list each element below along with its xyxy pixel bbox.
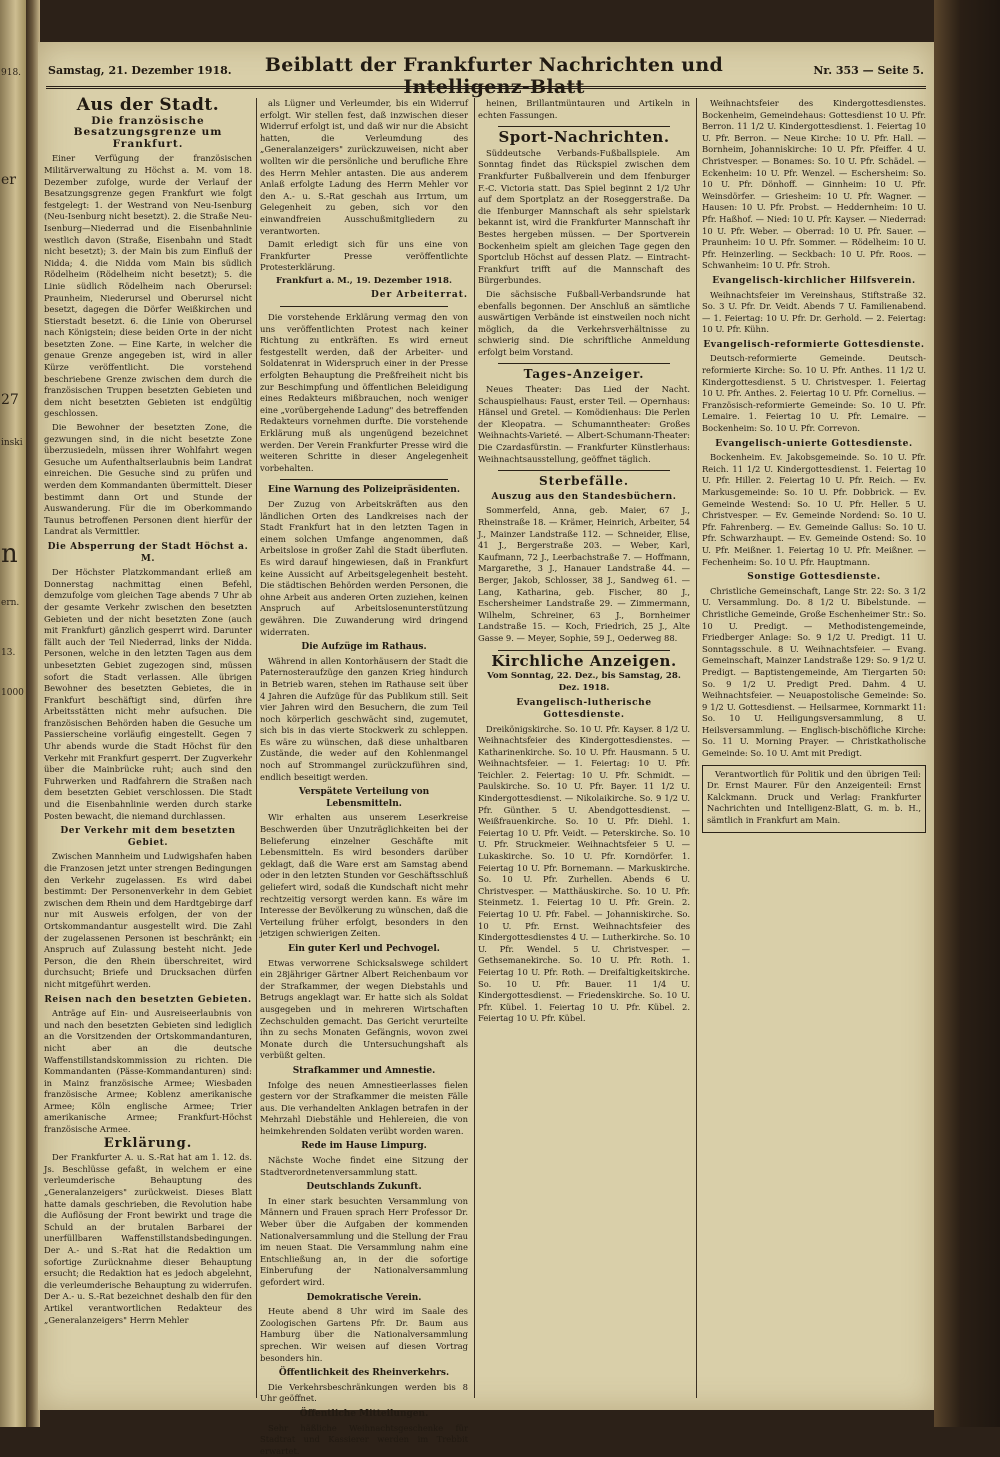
column-2: [260, 98, 468, 1456]
divider: [498, 470, 670, 471]
left-fragment: 13.: [1, 648, 16, 658]
newspaper-title: Beiblatt der Frankfurter Nachrichten und Intelligenz-Blatt: [264, 54, 724, 98]
section-subtitle: Evangelisch-reformierte Gottesdienste.: [703, 339, 925, 350]
article-body: Wir erhalten aus unserem Leserkreise Beschwerden über Unzuträglichkeiten bei der Belieferung einzelner Geschäfte mit Lebensmitteln. Es wird besonders darüber geklagt, daß die Ware erst am Samstag abend oder in den letzten Stunden vor Geschäftsschluß geliefert wird, sodaß die Kundschaft nicht mehr rechtzeitig versorgt werden kann. Es wäre im Interesse der Bevölkerung zu wünschen, daß die Verteilung früher erfolgt, besonders in den jetzigen schwierigen Zeiten.: [260, 812, 468, 939]
section-title: Tages-Anzeiger.: [523, 367, 645, 382]
divider: [280, 479, 448, 480]
article-title: Demokratische Verein.: [306, 1292, 422, 1303]
article-body: Sehr häßliche Weihnachtsgeschenke für Stadtrat und Kassierer werden im Trebbit erwartet.: [260, 1422, 468, 1456]
signature: Der Arbeiterrat.: [370, 289, 468, 300]
article-body: Etwas verworrene Schicksalswege schildert ein 28jähriger Gärtner Albert Reichenbaum vor der Strafkammer, der wegen Diebstahls und Betrugs angeklagt war. Er hatte sich als Soldat ausgegeben und in mehreren Wirtschaften Zechschulden gemacht. Das Gericht verurteilte ihn zu sechs Monaten Gefängnis, wovon zwei Monate durch die Untersuchungshaft als verbüßt gelten.: [260, 957, 468, 1061]
divider: [498, 363, 670, 364]
issue-date: Samstag, 21. Dezember 1918.: [48, 64, 232, 77]
article-body: Zwischen Mannheim und Ludwigshafen haben die Franzosen jetzt unter strengen Bedingungen den Verkehr zugelassen. Es wird dabei bestimmt: Der Personenverkehr in dem Gebiet zwischen dem Rhein und dem Hardtgebirge darf nur mit Ausweis erfolgen, der von der Ortskommandantur ausgestellt wird. Die Zahl der zugelassenen Personen ist beschränkt; ein Anspruch auf Zulassung besteht nicht. Jede Person, die den Rhein überschreitet, wird durchsucht; Briefe und Drucksachen dürfen nicht mitgeführt werden.: [44, 851, 252, 989]
article-body: Anträge auf Ein- und Ausreiseerlaubnis von und nach den besetzten Gebieten sind lediglich an die Vorsitzenden der Ortskommandanturen, nicht aber an die deutsche Waffenstillstandskommission zu richten. Die Kommandanten (Pässe-Kommandanturen) sind: in Mainz französische Armee; Wiesbaden französische Armee; Koblenz amerikanische Armee; Köln englische Armee; Trier amerikanische Armee; Frankfurt-Höchst französische Armee.: [44, 1008, 252, 1135]
article-title: Eine Warnung des Polizeipräsidenten.: [268, 485, 460, 496]
article-body: Die Bewohner der besetzten Zone, die gezwungen sind, in die nicht besetzte Zone überzusiedeln, müssen ihrer Wohlfahrt wegen Gesuche um Aufenthaltserlaubnis beim Landrat einreichen. Die Gesuche sind zu prüfen und werden dem Kommandanten übermittelt. Dieser bestimmt dann Ort und Stunde der Auswanderung. Für die im Oberkommando Taunus betroffenen Personen dient hierfür der Landrat als Vermittler.: [44, 422, 252, 537]
column-rule: [256, 98, 257, 1398]
left-fragment: 27: [1, 392, 19, 408]
column-4: [702, 98, 926, 1398]
article-body: Der Höchster Platzkommandant erließ am Donnerstag nachmittag einen Befehl, demzufolge vom gleichen Tage abends 7 Uhr ab der gesamte Verkehr zwischen den besetzten Gebieten und der nicht besetzten Zone (auch mit Frankfurt) gänzlich gesperrt wird. Darunter fällt auch der Teil Niederrad, links der Nidda. Personen, welche in den letzten Tagen aus dem unbesetzten Gebiet zugezogen sind, müssen sofort die Stadt verlassen. Alle übrigen Bewohner des besetzten Gebietes, die in Frankfurt beschäftigt sind, dürfen ihre Arbeitsstätten nicht mehr aufsuchen. Die französischen Behörden haben die Gesuche um Passierscheine vorläufig eingestellt. Gegen 7 Uhr abends wurde die Stadt Höchst für den Verkehr mit Frankfurt gesperrt. Der Zugverkehr über die Mainbrücke ruht; auch sind den Fuhrwerken und Radfahrern die Straßen nach dem besetzten Gebiet verschlossen. Die Stadt und die Eisenbahnlinie werden durch starke Posten bewacht, die niemand durchlassen.: [44, 567, 252, 821]
article-body: Süddeutsche Verbands-Fußballspiele. Am Sonntag findet das Rückspiel zwischen dem Frankfurter Fußballverein und dem Ifenburger F.-C. Victoria statt. Das Spiel beginnt 2 1/2 Uhr auf dem Sportplatz an der Roseggerstraße. Da die Ifenburger Mannschaft als sehr spielstark bekannt ist, wird die Frankfurter Mannschaft ihr Bestes hergeben müssen. — Der Sportverein Bockenheim spielt am gleichen Tage gegen den Sportclub Höchst auf dessen Platz. — Eintracht-Frankfurt trifft auf die Mannschaft des Bürgerbundes.: [478, 147, 690, 286]
article-body: Bockenheim. Ev. Jakobsgemeinde. So. 10 U. Pfr. Reich. 11 1/2 U. Kindergottesdienst. 1. Feiertag 10 U. Pfr. Hiller. 2. Feiertag 10 U. Pfr. Reich. — Ev. Markusgemeinde: So. 10 U. Pfr. Dobbrick. — Ev. Gemeinde Westend: So. 10 U. Pfr. Heller. 5 U. Christvesper. — Ev. Gemeinde Nordend: So. 10 U. Pfr. Fahrenberg. — Ev. Gemeinde Gallus: So. 10 U. Pfr. Schwarzhaupt. — Ev. Gemeinde Ostend: So. 10 U. Pfr. Meißner. 1. Feiertag 10 U. Pfr. Meißner. — Fechenheim: So. 10 U. Pfr. Hauptmann.: [702, 452, 926, 567]
article-title: Der Verkehr mit dem besetzten Gebiet.: [60, 826, 236, 848]
article-body: Weihnachtsfeier des Kindergottesdienstes. Bockenheim, Gemeindehaus: Gottesdienst 10 U. Pfr. Berron. 11 1/2 U. Kindergottesdienst. 1. Feiertag 10 U. Pfr. Berron. — Neue Kirche: 10 U. Pfr. Hall. — Bornheim, Johanniskirche: 10 U. Pfr. Pfeiffer. 4 U. Christvesper. — Bonames: So. 10 U. Pfr. Schädel. — Eckenheim: 10 U. Pfr. Wenzel. — Eschersheim: So. 10 U. Pfr. Dönhoff. — Ginnheim: 10 U. Pfr. Weinsdörfer. — Griesheim: 10 U. Pfr. Wagner. — Hausen: 10 U. Pfr. Probst. — Heddernheim: 10 U. Pfr. Haßhof. — Nied: 10 U. Pfr. Kayser. — Niederrad: 10 U. Pfr. Weber. — Oberrad: 10 U. Pfr. Sauer. — Praunheim: 10 U. Pfr. Sommer. — Rödelheim: 10 U. Pfr. Heinzerling. — Seckbach: 10 U. Pfr. Roos. — Schwanheim: 10 U. Pfr. Stroh.: [702, 98, 926, 271]
article-body: Der Zuzug von Arbeitskräften aus den ländlichen Orten des Landkreises nach der Stadt Frankfurt hat in den letzten Tagen in einem solchen Umfange angenommen, daß Arbeitslose in großer Zahl die Stadt überfluten. Es wird darauf hingewiesen, daß in Frankfurt keine Aussicht auf Arbeitsgelegenheit besteht. Die städtischen Behörden werden Personen, die ohne Arbeit aus anderen Orten zuziehen, keinen Anspruch auf Arbeitslosenunterstützung gewähren. Die Zuwanderung wird dringend widerraten.: [260, 499, 468, 637]
left-fragment: inski: [1, 438, 23, 448]
divider: [280, 306, 448, 307]
article-body: Weihnachtsfeier im Vereinshaus, Stiftstraße 32. So. 3 U. Pfr. Dr. Veidt. Abends 7 U. Familienabend. — 1. Feiertag: 10 U. Pfr. Dr. Gerhold. — 2. Feiertag: 10 U. Pfr. Kühn.: [702, 289, 926, 335]
article-title: Strafkammer und Amnestie.: [292, 1065, 436, 1076]
article-body: Während in allen Kontorhäusern der Stadt die Paternosteraufzüge den ganzen Krieg hindurch in Betrieb waren, stehen im Rathause seit über 4 Jahren die Aufzüge für das Publikum still. Seit vier Jahren wird den Besuchern, die zum Teil noch körperlich geschwächt sind, zugemutet, sich bis in das vierte Stockwerk zu schleppen. Es wäre zu wünschen, daß diese unhaltbaren Zustände, die weder auf den Kohlenmangel noch auf Strommangel zurückzuführen sind, endlich beseitigt werden.: [260, 655, 468, 782]
article-body: Deutsch-reformierte Gemeinde. Deutsch-reformierte Kirche: So. 10 U. Pfr. Anthes. 11 1/2 U. Kindergottesdienst. 5 U. Christvesper. 1. Feiertag 10 U. Pfr. Anthes. 2. Feiertag 10 U. Pfr. Cornelius. — Französisch-reformierte Gemeinde: So. 10 U. Pfr. Lemaire. 1. Feiertag 10 U. Pfr. Lemaire. — Bockenheim: So. 10 U. Pfr. Correvon.: [702, 353, 926, 434]
left-fragment: ern.: [1, 598, 20, 608]
left-fragment: er: [1, 172, 16, 188]
imprint-box: [702, 765, 926, 833]
section-subtitle: Evangelisch-kirchlicher Hilfsverein.: [712, 275, 916, 286]
column-3: [478, 98, 690, 1398]
dateline: Frankfurt a. M., 19. Dezember 1918.: [276, 275, 452, 286]
left-fragment: 1000: [1, 688, 24, 698]
article-body: Neues Theater: Das Lied der Nacht. Schauspielhaus: Faust, erster Teil. — Opernhaus: Hänsel und Gretel. — Komödienhaus: Die Perlen der Kleopatra. — Schumanntheater: Großes Weihnachts-Varieté. — Albert-Schumann-Theater: Die Czardasfürstin. — Frankfurter Künstlerhaus: Weihnachtsausstellung, geöffnet täglich.: [478, 384, 690, 464]
article-title: Erklärung.: [103, 1135, 193, 1151]
section-title: Sterbefälle.: [538, 474, 630, 489]
adjacent-page-edge: [0, 0, 26, 1427]
article-title: Rede im Hause Limpurg.: [301, 1141, 427, 1152]
article-title: Öffentlichkeit des Rheinverkehrs.: [278, 1368, 450, 1379]
section-title: Sport-Nachrichten.: [498, 128, 670, 147]
page-number: Nr. 353 — Seite 5.: [813, 64, 924, 77]
column-1: [44, 95, 252, 1398]
section-subtitle: Sonstige Gottesdienste.: [747, 572, 881, 583]
masthead: [46, 52, 926, 98]
divider: [498, 650, 670, 651]
article-body: Einer Verfügung der französischen Militärverwaltung zu Höchst a. M. vom 18. Dezember zufolge, wurde der Verlauf der Besatzungsgrenze gegen Frankfurt wie folgt festgelegt: 1. der Westrand von Neu-Isenburg (Neu-Isenburg nicht besetzt). 2. die Straße Neu-Isenburg—Niederrad und die Eisenbahnlinie westlich davon (Straße, Eisenbahn und Stadt nicht besetzt); 3. der Main bis zum Einfluß der Nidda; 4. die Nidda vom Main bis südlich Rödelheim (Rödelheim nicht besetzt); 5. die Linie südlich Rödelheim nach Oberursel: Praunheim, Niederursel und Oberursel nicht besetzt, dagegen die Dörfer Weißkirchen und Stierstadt besetzt. 6. die Linie von Oberursel nach Königstein; diese beiden Orte in der nicht besetzten Zone. — Eine Karte, in welcher die genaue Grenze angegeben ist, wird in aller Kürze veröffentlicht. Die vorstehend beschriebene Grenze zwischen dem durch die französischen Truppen besetzten Gebieten und dem nicht besetzten Gebieten ist endgültig geschlossen.: [44, 153, 252, 419]
left-fragment: n: [1, 539, 18, 569]
section-subtitle: Evangelisch-lutherische Gottesdienste.: [516, 698, 652, 720]
article-title: Verspätete Verteilung von Lebensmitteln.: [298, 787, 430, 809]
article-body: heinen, Brillantmüntauren und Artikeln in echten Fassungen.: [478, 98, 690, 120]
article-body: Dreikönigskirche. So. 10 U. Pfr. Kayser. 8 1/2 U. Weihnachtsfeier des Kindergottesdienstes. — Katharinenkirche. So. 10 U. Pfr. Hausmann. 5 U. Weihnachtsfeier. — 1. Feiertag: 10 U. Pfr. Teichler. 2. Feiertag: 10 U. Pfr. Schmidt. — Paulskirche. So. 10 U. Pfr. Bayer. 11 1/2 U. Kindergottesdienst. — Nikolaikirche. So. 9 1/2 U. Pfr. Günther. 5 U. Abendgottesdienst. — Weißfrauenkirche. So. 10 U. Pfr. Diehl. 1. Feiertag 10 U. Pfr. Veidt. — Peterskirche. So. 10 U. Pfr. Struckmeier. Weihnachtsfeier 5 U. — Lukaskirche. So. 10 U. Pfr. Korndörfer. 1. Feiertag 10 U. Pfr. Bornemann. — Markuskirche. So. 10 U. Pfr. Zurhellen. Abends 6 U. Christvesper. — Matthäuskirche. So. 10 U. Pfr. Steinmetz. 1. Feiertag 10 U. Pfr. Grein. 2. Feiertag 10 U. Pfr. Fabel. — Johanniskirche. So. 10 U. Pfr. Ernst. Weihnachtsfeier des Kindergottesdienstes 4 U. — Lutherkirche. So. 10 U. Pfr. Wendel. 5 U. Christvesper. — Gethsemanekirche. So. 10 U. Pfr. Roth. 1. Feiertag 10 U. Pfr. Roth. — Dreifaltigkeitskirche. So. 10 U. Pfr. Bauer. 11 1/4 U. Kindergottesdienst. — Friedenskirche. So. 10 U. Pfr. Kübel. 1. Feiertag 10 U. Pfr. Kübel. 2. Feiertag 10 U. Pfr. Kübel.: [478, 723, 690, 1024]
article-title: Ein guter Kerl und Pechvogel.: [288, 943, 440, 954]
article-body: Infolge des neuen Amnestieerlasses fielen gestern vor der Strafkammer die meisten Fälle aus. Die verhandelten Anklagen betrafen in der Mehrzahl Diebstähle und Hehlereien, die von heimkehrenden Soldaten verübt worden waren.: [260, 1079, 468, 1136]
column-rule: [474, 98, 475, 1398]
article-body: als Lügner und Verleumder, bis ein Widerruf erfolgt. Wir stellen fest, daß inzwischen dieser Widerruf erfolgt ist, und daß wir nur die Absicht hatten, die Verleumdung des „Generalanzeigers" zurückzuweisen, nicht aber wollten wir die persönliche und berufliche Ehre des Herrn Mehler antasten. Die aus anderem Anlaß erfolgte Ladung des Herrn Mehler vor den A.- u. S.-Rat geschah aus Irrtum, um Gelegenheit zu geben, sich vor den einwandfreien Ausschußmitgliedern zu verantworten.: [260, 98, 468, 236]
article-body: In einer stark besuchten Versammlung von Männern und Frauen sprach Herr Professor Dr. Weber über die Aufgaben der kommenden Nationalversammlung und die Stellung der Frau im neuen Staat. Die Versammlung nahm eine Entschließung an, in der die sofortige Einberufung der Nationalversammlung gefordert wird.: [260, 1195, 468, 1287]
section-subtitle: Evangelisch-unierte Gottesdienste.: [715, 438, 913, 449]
imprint-text: Verantwortlich für Politik und den übrigen Teil: Dr. Ernst Maurer. Für den Anzeigenteil: Ernst Kalckmann. Druck und Verlag: Frankfurter Nachrichten und Intelligenz-Blatt, G. m. b. H., sämtlich in Frankfurt am Main.: [707, 768, 921, 826]
article-title: Die Aufzüge im Rathaus.: [301, 642, 427, 653]
article-title: Deutschlands Zukunft.: [306, 1182, 422, 1193]
left-fragment: 918.: [1, 68, 22, 78]
book-edge: [934, 0, 1000, 1427]
article-body: Heute abend 8 Uhr wird im Saale des Zoologischen Gartens Pfr. Dr. Baum aus Hamburg über die Nationalversammlung sprechen. Wir weisen auf diesen Vortrag besonders hin.: [260, 1306, 468, 1363]
article-body: Nächste Woche findet eine Sitzung der Stadtverordnetenversammlung statt.: [260, 1155, 468, 1177]
newspaper-page: [38, 42, 934, 1456]
section-subtitle: Auszug aus den Standesbüchern.: [491, 491, 677, 502]
article-title: Öffentliche Mitteilungen.: [299, 1408, 429, 1419]
divider: [498, 126, 670, 127]
article-body: Der Frankfurter A. u. S.-Rat hat am 1. 12. ds. Js. Beschlüsse gefaßt, in welchem er eine verleumderische Behauptung des „Generalanzeigers" zurückweist. Dieses Blatt hatte damals geschrieben, die Revolution habe die Auflösung der Front bewirkt und trage die Schuld an der brutalen Barbarei der unerfüllbaren Waffenstillstandsbedingungen. Der A.- und S.-Rat hat die Redaktion um sofortige Zurücknahme dieser Behauptung ersucht; die Redaktion hat es jedoch abgelehnt, die verleumderische Behauptung zu widerrufen. Der A.- u. S.-Rat bezeichnet deshalb den für den Artikel verantwortlichen Redakteur des „Generalanzeigers" Herrn Mehler: [44, 1152, 252, 1325]
dateline: Vom Sonntag, 22. Dez., bis Samstag, 28. Dez. 1918.: [487, 671, 681, 693]
article-body: Damit erledigt sich für uns eine von Frankfurter Presse veröffentlichte Protesterklärung.: [260, 239, 468, 273]
article-body: Die vorstehende Erklärung vermag den von uns veröffentlichten Protest nach keiner Richtung zu entkräften. Es wird erneut festgestellt werden, daß der Arbeiter- und Soldatenrat in Widerspruch einer in der Presse erfolgten Behauptung die Preßfreiheit nicht bis zur Beschimpfung und öffentlichen Beleidigung eines Redakteurs mißbrauchen, noch weniger eine „vorübergehende Ladung" des betreffenden Redakteurs vornehmen durfte. Die vorstehende Erklärung muß als ungenügend bezeichnet werden. Der Verein Frankfurter Presse wird die weiteren Schritte in dieser Angelegenheit vorbehalten.: [260, 312, 468, 473]
article-title: Reisen nach den besetzten Gebieten.: [44, 994, 252, 1005]
article-body: Die Verkehrsbeschränkungen werden bis 8 Uhr geöffnet.: [260, 1381, 468, 1404]
article-body: Christliche Gemeinschaft, Lange Str. 22: So. 3 1/2 U. Versammlung. Do. 8 1/2 U. Bibelstunde. — Christliche Gemeinde, Große Eschenheimer Str.: So. 10 U. Predigt. — Methodistengemeinde, Friedberger Anlage: So. 9 1/2 U. Predigt. 11 U. Sonntagsschule. 8 U. Weihnachtsfeier. — Evang. Gemeinschaft, Mainzer Landstraße 129: So. 9 1/2 U. Predigt. — Baptistengemeinde, Am Tiergarten 50: So. 9 1/2 U. Predigt Pred. Dahm. 4 U. Weihnachtsfeier. — Neuapostolische Gemeinde: So. 9 1/2 U. Gottesdienst. — Heilsarmee, Kornmarkt 11: So. 10 U. Heiligungsversammlung, 8 U. Heilsversammlung. — Englisch-bischöfliche Kirche: So. 11 U. Morning Prayer. — Christkatholische Gemeinde: So. 10 U. Amt mit Predigt.: [702, 585, 926, 759]
section-title: Kirchliche Anzeigen.: [491, 651, 677, 670]
column-rule: [696, 98, 697, 1398]
article-title: Die Absperrung der Stadt Höchst a. M.: [47, 541, 249, 564]
article-title: Die französische Besatzungsgrenze um Frankfurt.: [73, 114, 223, 150]
section-title: Aus der Stadt.: [76, 95, 220, 115]
article-body: Die sächsische Fußball-Verbandsrunde hat ebenfalls begonnen. Der Anschluß an sämtliche auswärtigen Verbände ist einstweilen noch nicht möglich, da die Verkehrsverhältnisse zu schwierig sind. Die schriftliche Anmeldung erfolgt beim Vorstand.: [478, 288, 690, 357]
article-body: Sommerfeld, Anna, geb. Maier, 67 J., Rheinstraße 18. — Krämer, Heinrich, Arbeiter, 54 J., Mainzer Landstraße 112. — Schneider, Elise, 41 J., Bergerstraße 203. — Weber, Karl, Kaufmann, 72 J., Leerbachstraße 7. — Hoffmann, Margarethe, 3 J., Hanauer Landstraße 44. — Berger, Jakob, Schlosser, 38 J., Sandweg 61. — Lang, Katharina, geb. Fischer, 80 J., Eschersheimer Landstraße 29. — Zimmermann, Wilhelm, Schreiner, 63 J., Bornheimer Landstraße 15. — Koch, Friedrich, 25 J., Alte Gasse 9. — Meyer, Sophie, 59 J., Oederweg 88.: [478, 505, 690, 643]
